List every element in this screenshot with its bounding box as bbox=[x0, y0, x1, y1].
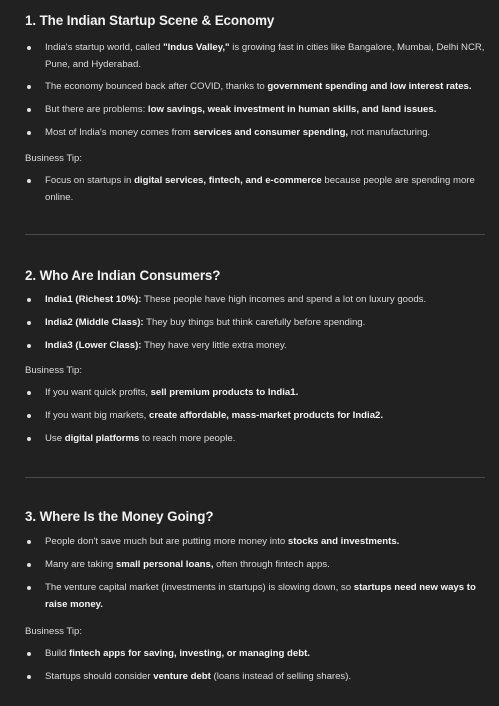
list-item: Build fintech apps for saving, investing, or managing debt. bbox=[25, 645, 485, 662]
section-3-tips bbox=[25, 645, 485, 685]
section-divider bbox=[25, 477, 485, 478]
section-3-bullets bbox=[25, 533, 485, 613]
list-item: Many are taking small personal loans, often through fintech apps. bbox=[25, 556, 485, 573]
list-item: The venture capital market (investments in startups) is slowing down, so startups need new ways to raise money. bbox=[25, 579, 485, 613]
list-item: Startups should consider venture debt (loans instead of selling shares). bbox=[25, 668, 485, 685]
section-1-bullets bbox=[25, 39, 485, 141]
business-tip-label: Business Tip: bbox=[25, 626, 83, 637]
list-item: India3 (Lower Class): They have very little extra money. bbox=[25, 337, 485, 354]
section-2-tips bbox=[25, 384, 485, 447]
list-item: The economy bounced back after COVID, thanks to government spending and low interest rates. bbox=[25, 78, 485, 95]
list-item: If you want quick profits, sell premium products to India1. bbox=[25, 384, 485, 401]
list-item: India2 (Middle Class): They buy things but think carefully before spending. bbox=[25, 314, 485, 331]
list-item: But there are problems: low savings, weak investment in human skills, and land issues. bbox=[25, 101, 485, 118]
list-item: People don't save much but are putting more money into stocks and investments. bbox=[25, 533, 485, 550]
list-item: India's startup world, called "Indus Valley," is growing fast in cities like Bangalore, Mumbai, Delhi NCR, Pune, and Hyderabad. bbox=[25, 39, 485, 73]
business-tip-label: Business Tip: bbox=[25, 153, 83, 164]
section-2-title: 2. Who Are Indian Consumers? bbox=[25, 268, 221, 283]
list-item: Most of India's money comes from services and consumer spending, not manufacturing. bbox=[25, 124, 485, 141]
list-item: Use digital platforms to reach more people. bbox=[25, 430, 485, 447]
section-divider bbox=[25, 234, 485, 235]
business-tip-label: Business Tip: bbox=[25, 365, 83, 376]
list-item: Focus on startups in digital services, fintech, and e-commerce because people are spending more online. bbox=[25, 172, 485, 206]
section-1-tips bbox=[25, 172, 485, 206]
list-item: India1 (Richest 10%): These people have high incomes and spend a lot on luxury goods. bbox=[25, 291, 485, 308]
section-3-title: 3. Where Is the Money Going? bbox=[25, 509, 214, 524]
section-2-bullets bbox=[25, 291, 485, 354]
list-item: If you want big markets, create affordable, mass-market products for India2. bbox=[25, 407, 485, 424]
section-1-title: 1. The Indian Startup Scene & Economy bbox=[25, 13, 275, 28]
